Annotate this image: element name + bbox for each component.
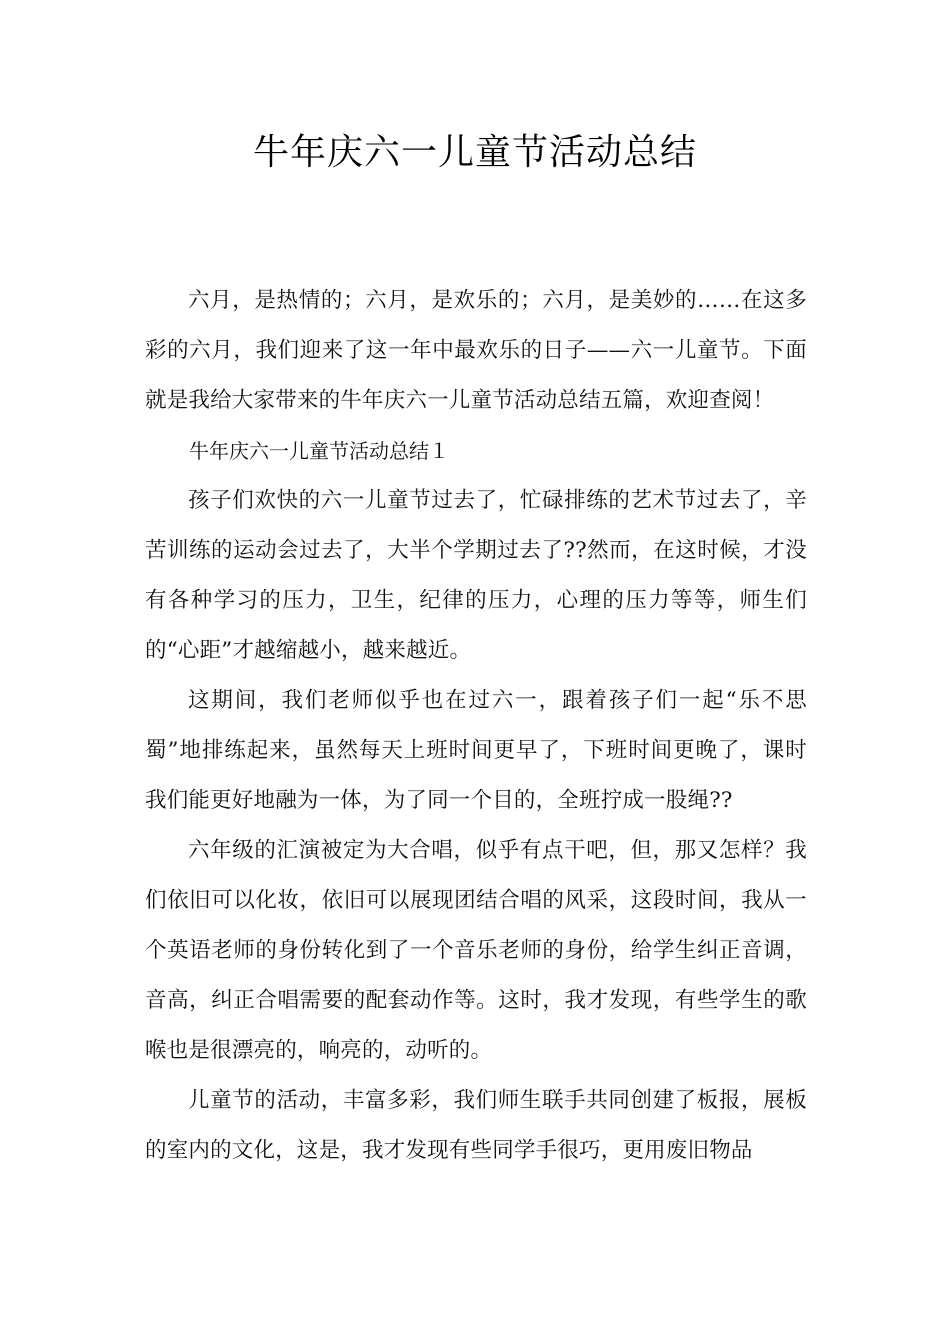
body-paragraph-1: 孩子们欢快的六一儿童节过去了，忙碌排练的艺术节过去了，辛苦训练的运动会过去了，大半个学期过去了??然而，在这时候，才没有各种学习的压力，卫生，纪律的压力，心理的压力等等，师生们的“心距”才越缩越小，越来越近。 [145, 488, 807, 663]
section-heading: 牛年庆六一儿童节活动总结１ [189, 439, 449, 463]
intro-paragraph: 六月，是热情的；六月，是欢乐的；六月，是美妙的……在这多彩的六月，我们迎来了这一年中最欢乐的日子——六一儿童节。下面就是我给大家带来的牛年庆六一儿童节活动总结五篇，欢迎查阅！ [145, 288, 807, 413]
body-paragraph-2: 这期间，我们老师似乎也在过六一，跟着孩子们一起“乐不思蜀”地排练起来，虽然每天上班时间更早了，下班时间更晚了，课时我们能更好地融为一体，为了同一个目的，全班拧成一股绳?? [145, 688, 807, 813]
body-paragraph-4: 儿童节的活动，丰富多彩，我们师生联手共同创建了板报，展板的室内的文化，这是，我才发现有些同学手很巧，更用废旧物品 [145, 1088, 807, 1163]
document-body [145, 276, 807, 1176]
document-title: 牛年庆六一儿童节活动总结 [252, 132, 697, 173]
body-paragraph-3: 六年级的汇演被定为大合唱，似乎有点干吧，但，那又怎样？我们依旧可以化妆，依旧可以展现团结合唱的风采，这段时间，我从一个英语老师的身份转化到了一个音乐老师的身份，给学生纠正音调，音高，纠正合唱需要的配套动作等。这时，我才发现，有些学生的歌喉也是很漂亮的，响亮的，动听的。 [145, 838, 807, 1063]
